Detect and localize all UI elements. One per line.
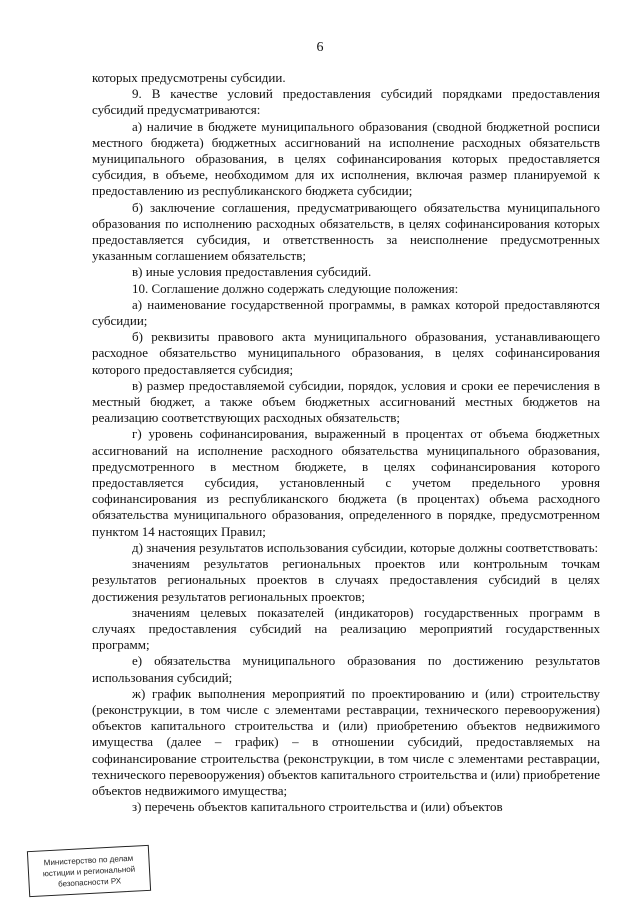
paragraph: б) заключение соглашения, предусматривающего обязательства муниципального образования по исполнению расходных обязательств, в целях софинансирования которых предоставляется субсидия, и ответственность за неисполнение предусмотренных указанным соглашением обязательств; xyxy=(92,199,600,264)
paragraph: значениям результатов региональных проектов или контрольным точкам результатов региональных проектов в случаях предоставления субсидий в целях достижения результатов региональных проектов; xyxy=(92,556,600,604)
page-number: 6 xyxy=(316,40,324,55)
stamp-line: безопасности РХ xyxy=(57,875,122,889)
paragraph: которых предусмотрены субсидии. xyxy=(92,70,286,85)
paragraph: а) наличие в бюджете муниципального образования (сводной бюджетной росписи местного бюджета) бюджетных ассигнований на исполнение расходных обязательств муниципального образования, в целях софинансирования которых предоставляется субсидия, в объеме, необходимом для их исполнения, включая размер планируемой к предоставлению из республиканского бюджета субсидии; xyxy=(92,118,600,199)
paragraph: а) наименование государственной программы, в рамках которой предоставляются субсидии; xyxy=(92,296,600,329)
stamp-line: Министерство по делам xyxy=(43,853,134,867)
paragraph: в) иные условия предоставления субсидий. xyxy=(132,264,372,280)
ministry-stamp xyxy=(27,845,151,897)
paragraph: е) обязательства муниципального образования по достижению результатов использования субсидий; xyxy=(92,653,600,685)
paragraph: д) значения результатов использования субсидии, которые должны соответствовать: xyxy=(132,539,599,555)
paragraph: 9. В качестве условий предоставления субсидий порядками предоставления субсидий предусматриваются: xyxy=(92,86,600,118)
paragraph: б) реквизиты правового акта муниципального образования, устанавливающего расходное обязательство муниципального образования, в целях софинансирования которого предоставляется субсидия; xyxy=(92,329,600,377)
paragraph: в) размер предоставляемой субсидии, порядок, условия и сроки ее перечисления в местный бюджет, а также объем бюджетных ассигнований местных бюджетов на реализацию соответствующих расходных обязательств; xyxy=(92,377,600,426)
paragraph: ж) график выполнения мероприятий по проектированию и (или) строительству (реконструкции, в том числе с элементами реставрации, технического перевооружения) объектов капитального строительства и (или) приобретению объектов недвижимого имущества (далее – график) – в отношении субсидий, предоставляемых на софинансирование строительства (реконструкции, в том числе с элементами реставрации, технического перевооружения) объектов капитального строительства и (или) приобретение объектов недвижимого имущества; xyxy=(92,685,600,798)
paragraph: з) перечень объектов капитального строительства и (или) объектов xyxy=(132,799,503,815)
paragraph: значениям целевых показателей (индикаторов) государственных программ в случаях предоставления субсидий на реализацию мероприятий государственных программ; xyxy=(92,604,600,653)
document-body xyxy=(92,70,600,815)
stamp-line: юстиции и региональной xyxy=(42,864,136,878)
paragraph: г) уровень софинансирования, выраженный в процентах от объема бюджетных ассигнований на исполнение расходного обязательства муниципального образования, предусмотренного в местном бюджете, в целях софинансирования которого предоставляется субсидия, установленный с учетом предельного уровня софинансирования из республиканского бюджета (в процентах) объема расходного обязательства муниципального образования, определенного в порядке, предусмотренном пунктом 14 настоящих Правил; xyxy=(92,426,600,539)
paragraph: 10. Соглашение должно содержать следующие положения: xyxy=(132,280,459,296)
